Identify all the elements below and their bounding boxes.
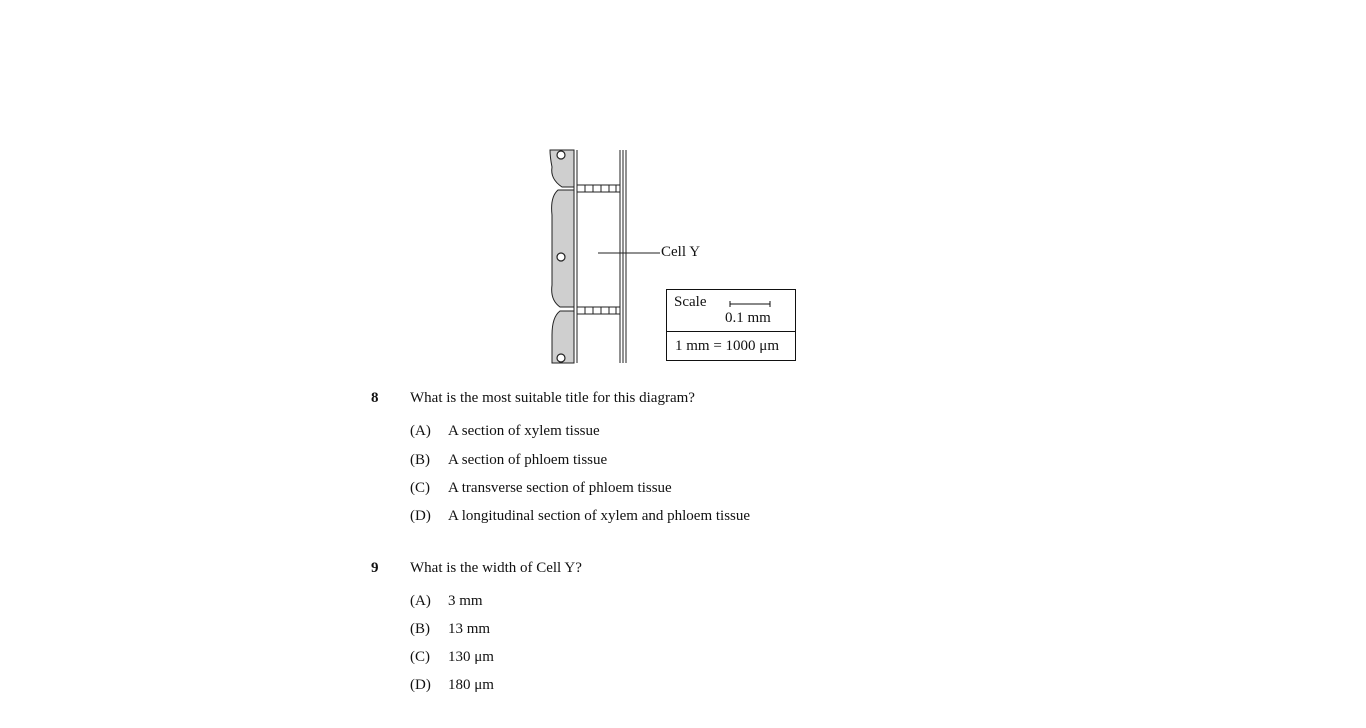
option-letter: (C) <box>410 649 430 665</box>
companion-cells <box>550 150 574 363</box>
option-text[interactable]: A section of phloem tissue <box>448 452 608 468</box>
tissue-diagram <box>540 145 660 370</box>
question-number: 8 <box>371 390 379 406</box>
option-text[interactable]: 130 μm <box>448 649 494 665</box>
question-number: 9 <box>371 560 379 576</box>
sieve-tube <box>574 150 626 363</box>
sieve-plate-bottom <box>577 307 620 314</box>
option-text[interactable]: 3 mm <box>448 593 483 609</box>
option-letter: (B) <box>410 621 430 637</box>
option-text[interactable]: A transverse section of phloem tissue <box>448 480 672 496</box>
option-letter: (C) <box>410 480 430 496</box>
option-text[interactable]: 13 mm <box>448 621 491 637</box>
option-letter: (D) <box>410 508 431 524</box>
scale-bar <box>729 299 771 309</box>
question-text: What is the width of Cell Y? <box>410 560 582 576</box>
cell-y-label: Cell Y <box>661 244 701 260</box>
option-letter: (D) <box>410 677 431 693</box>
option-text[interactable]: A longitudinal section of xylem and phloem tissue <box>448 508 751 524</box>
option-letter: (A) <box>410 593 431 609</box>
scale-label: Scale <box>674 294 707 310</box>
scale-box <box>666 289 796 361</box>
question-text: What is the most suitable title for this diagram? <box>410 390 695 406</box>
scale-bar-value: 0.1 mm <box>725 310 771 326</box>
option-letter: (B) <box>410 452 430 468</box>
option-text[interactable]: A section of xylem tissue <box>448 423 600 439</box>
option-text[interactable]: 180 μm <box>448 677 494 693</box>
unit-conversion: 1 mm = 1000 μm <box>675 338 780 354</box>
sieve-plate-top <box>577 185 620 192</box>
option-letter: (A) <box>410 423 431 439</box>
